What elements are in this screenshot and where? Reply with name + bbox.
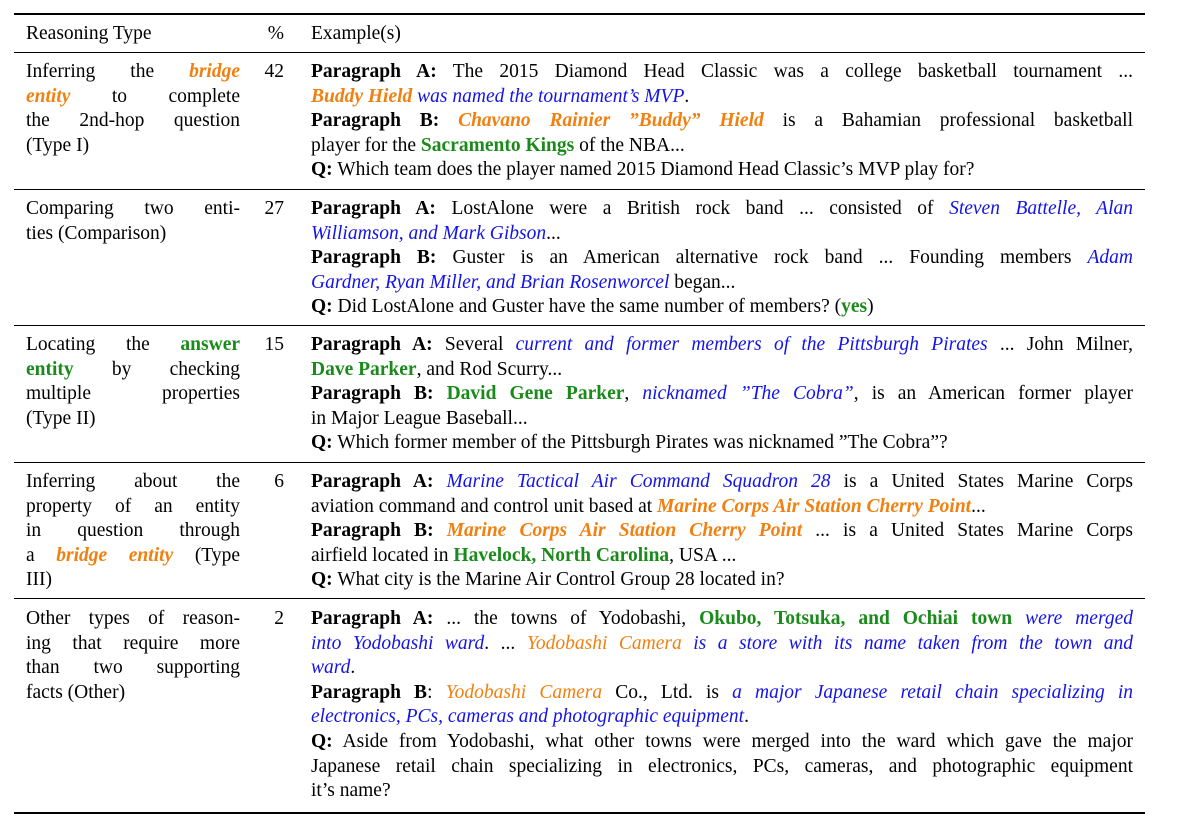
example-cell: Paragraph A: LostAlone were a British rock band ... consisted of Steven Battelle, Alan Williamson, and Mark Gibson... Paragraph B: Guster is an American alternative rock band ... Founding members Adam Gardner, Ryan Miller, and Brian Rosenworcel began... Q: Did LostAlone and Guster have the same number of members? (yes) <box>311 198 1133 318</box>
reasoning-type-cell: Other types of reason- ing that require more than two supporting facts (Other) <box>26 608 240 703</box>
percent-cell: 42 <box>264 61 284 82</box>
example-cell: Paragraph A: Marine Tactical Air Command Squadron 28 is a United States Marine Corps aviation command and control unit based at Marine Corps Air Station Cherry Point... Paragraph B: Marine Corps Air Station Cherry Point ... is a United States Marine Corps airfield located in Havelock, North Carolina, USA ... Q: What city is the Marine Air Control Group 28 located in? <box>311 471 1133 591</box>
table-row <box>14 53 1145 190</box>
table-row <box>14 326 1145 463</box>
percent-cell: 6 <box>274 471 284 492</box>
example-cell: Paragraph A: ... the towns of Yodobashi, Okubo, Totsuka, and Ochiai town were merged into Yodobashi ward. ... Yodobashi Camera is a store with its name taken from the town and ward. Paragraph B: Yodobashi Camera Co., Ltd. is a major Japanese retail chain specializing in electronics, PCs, cameras and photographic equipment. Q: Aside from Yodobashi, what other towns were merged into the ward which gave the major Japanese retail chain specializing in electronics, PCs, cameras, and photographic equipment it’s name? <box>311 608 1134 802</box>
entity-highlight: entity <box>26 85 71 107</box>
table-row <box>14 599 1145 812</box>
reasoning-type-cell: Inferring about the property of an entity in question through a bridge entity (Type III) <box>26 471 241 591</box>
reasoning-type-cell: Comparing two enti- ties (Comparison) <box>26 198 240 244</box>
example-cell: Paragraph A: The 2015 Diamond Head Classic was a college basketball tournament ... Buddy Hield was named the tournament’s MVP. Paragraph B: Chavano Rainier ”Buddy” Hield is a Bahamian professional basketball player for the Sacramento Kings of the NBA... Q: Which team does the player named 2015 Diamond Head Classic’s MVP play for? <box>311 61 1133 181</box>
bridge-highlight: bridge <box>189 61 241 82</box>
header-examples: Example(s) <box>311 22 401 44</box>
header-percent: % <box>267 22 284 44</box>
reasoning-type-cell: Locating the answer entity by checking multiple properties (Type II) <box>26 334 240 429</box>
bridge-entity-highlight: bridge entity <box>56 544 174 566</box>
reasoning-type-cell: Inferring the bridge entity to complete the 2nd-hop question (Type I) <box>26 61 241 156</box>
percent-cell: 2 <box>274 608 284 629</box>
reasoning-types-table <box>14 13 1145 814</box>
percent-cell: 27 <box>264 198 284 219</box>
table-row <box>14 190 1145 326</box>
table-header <box>14 15 1145 53</box>
answer-highlight: answer <box>180 334 240 355</box>
header-reasoning-type: Reasoning Type <box>26 22 152 44</box>
percent-cell: 15 <box>264 334 284 355</box>
entity-highlight: entity <box>26 358 74 380</box>
example-cell: Paragraph A: Several current and former members of the Pittsburgh Pirates ... John Milner, Dave Parker, and Rod Scurry... Paragraph B: David Gene Parker, nicknamed ”The Cobra”, is an American former player in Major League Baseball... Q: Which former member of the Pittsburgh Pirates was nicknamed ”The Cobra”? <box>311 334 1133 454</box>
table-row <box>14 463 1145 599</box>
